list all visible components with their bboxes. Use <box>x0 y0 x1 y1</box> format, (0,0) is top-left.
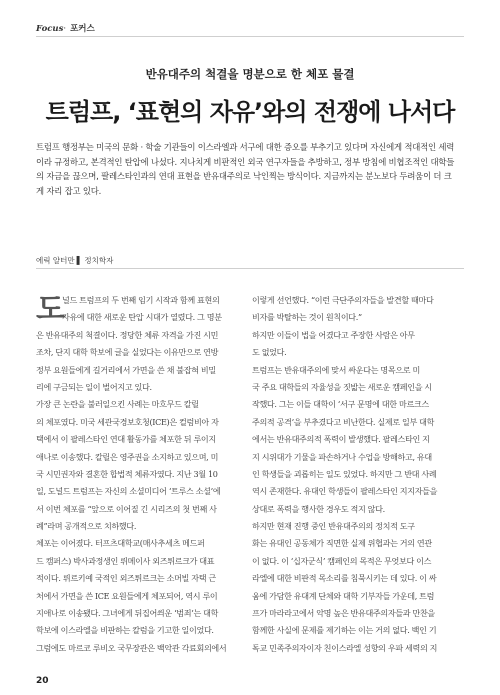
author-divider <box>36 268 464 269</box>
body-line: 조차, 단지 대학 학보에 글을 실었다는 이유만으로 연방 <box>36 347 219 358</box>
body-line: 은 반유대주의 척결이다. 정당한 체류 자격을 가진 시민 <box>36 329 219 340</box>
body-line: 이렇게 선언했다. “이런 극단주의자들을 발견할 때마다 <box>252 295 434 305</box>
body-line: 정부 요원들에게 길거리에서 가면을 쓴 채 불잡혀 비밀 <box>36 364 216 375</box>
body-line: 라엘에 대한 비판적 목소리를 침묵시키는 데 있다. 이 싸 <box>252 573 437 584</box>
article-lead <box>36 140 464 198</box>
section-label-ko: 포커스 <box>70 24 95 34</box>
page-number: 20 <box>36 676 49 686</box>
body-line: 일, 도널드 트럼프는 자신의 소셜미디어 ‘트루스 소셜’에 <box>36 486 221 497</box>
body-line: 자유에 대한 새로운 탄압 시대가 열렸다. 그 명분 <box>62 312 222 323</box>
section-header <box>36 22 95 34</box>
author-separator: ▌ <box>76 256 83 265</box>
lead-line: 이라 규정하고, 본격적인 탄압에 나섰다. 지나치게 비판적인 외국 연구자들을 추방하고, 정부 방침에 비협조적인 대학들 <box>36 156 455 167</box>
body-line: 널드 트럼프의 두 번째 임기 시작과 함께 표현의 <box>62 295 220 305</box>
body-line: 프가 마라라고에서 악명 높은 반유대주의자들과 만찬을 <box>252 608 435 619</box>
body-line: 학보에 이스라엘을 비판하는 칼럼을 기고한 일이었다. <box>36 625 214 636</box>
header-divider <box>36 36 464 37</box>
body-line: 상대로 폭력을 행사한 경우도 적지 않다. <box>252 503 385 514</box>
body-line: 드 캠퍼스) 박사과정생인 뤼메이사 외즈튀르크가 대표 <box>36 555 215 566</box>
author-name: 에릭 알터만 <box>36 256 75 265</box>
body-column-left <box>36 292 236 657</box>
body-line: 독교 민족주의자이자 친이스라엘 성향의 우파 세력의 지 <box>252 642 438 653</box>
author-byline <box>36 255 113 266</box>
body-line: 주의적 공격’을 부추겼다고 비난한다. 실제로 일부 대학 <box>252 416 435 427</box>
body-line: 지 시위대가 기물을 파손하거나 수업을 방해하고, 유대 <box>252 451 432 462</box>
body-line: 국 시민권자와 결혼한 합법적 체류자였다. 지난 3월 10 <box>36 468 218 479</box>
section-label-en: Focus <box>36 24 64 34</box>
body-line: 례”라며 공개적으로 치하했다. <box>36 521 137 532</box>
body-line: 처에서 가면을 쓴 ICE 요원들에게 체포되어, 역시 루이 <box>36 590 218 601</box>
body-line: 적이다. 뤼르키예 국적인 외즈튀르크는 소머빌 자택 근 <box>36 573 216 584</box>
body-line: 에서는 반유대주의적 폭력이 발생했다. 팔레스타인 지 <box>252 434 430 445</box>
body-line: 도 없었다. <box>252 347 287 358</box>
body-line: 리에 구금되는 일이 벌어지고 있다. <box>36 381 152 392</box>
author-role: 정치학자 <box>84 256 114 265</box>
body-line: 가장 큰 논란을 불러일으킨 사례는 마흐무드 칼릴 <box>36 399 199 410</box>
body-line: 택에서 이 팔레스타인 연대 활동가를 체포한 뒤 루이지 <box>36 434 216 445</box>
article-title: 트럼프, ‘표현의 자유’와의 전쟁에 나서다 <box>45 98 455 126</box>
body-column-right <box>252 292 452 657</box>
body-line: 비자를 박탈하는 것이 원칙이다.” <box>252 312 362 323</box>
drop-cap: 도 <box>36 292 65 327</box>
body-line: 국 주요 대학들의 자율성을 짓밟는 새로운 캠페인을 시 <box>252 381 432 392</box>
body-line: 작했다. 그는 이들 대학이 ‘서구 문명에 대한 마르크스 <box>252 399 429 410</box>
body-line: 인 학생들을 괴롭히는 일도 있었다. 하지만 그 반대 사례 <box>252 468 437 479</box>
body-line: 서 이번 체포를 “앞으로 이어질 긴 시리즈의 첫 번째 사 <box>36 503 217 514</box>
section-separator: · <box>63 24 67 34</box>
body-line: 지애나로 이송됐다. 그녀에게 뒤집어씌운 ‘범죄’는 대학 <box>36 608 219 619</box>
body-line: 의 체포였다. 미국 세관국경보호청(ICE)은 컬럼비아 자 <box>36 416 219 427</box>
body-line: 움에 가담한 유대계 단체와 대학 기부자들 가운데, 트럼 <box>252 590 435 601</box>
body-line: 함께한 사실에 문제를 제기하는 이는 거의 없다. 백인 기 <box>252 625 437 636</box>
body-line: 트럼프는 반유대주의에 맞서 싸운다는 명목으로 미 <box>252 364 420 375</box>
body-line: 애나로 이송했다. 칼릴은 영주권을 소지하고 있으며, 미 <box>36 451 219 462</box>
body-line: 화는 유대인 공동체가 직면한 실제 위협과는 거의 연관 <box>252 538 432 549</box>
lead-line: 트럼프 행정부는 미국의 문화 · 학술 기관들이 이스라엘과 서구에 대한 증오를 부추기고 있다며 자신에게 적대적인 세력 <box>36 142 455 152</box>
body-line: 하지만 현재 진행 중인 반유대주의의 정치적 도구 <box>252 521 415 532</box>
body-line: 그럼에도 마르코 루비오 국무장관은 백악관 각료회의에서 <box>36 642 227 653</box>
body-line: 체포는 이어졌다. 터프츠대학교(매사추세츠 메드퍼 <box>36 538 205 549</box>
article-subtitle: 반유대주의 척결을 명분으로 한 체포 물결 <box>145 67 355 81</box>
body-line: 역시 존재한다. 유대인 학생들이 팔레스타인 지지자들을 <box>252 486 438 497</box>
lead-line: 의 자금을 끊으며, 팔레스타인과의 연대 표현을 반유대주의로 낙인찍는 방식이다. 지금까지는 분노보다 두려움이 더 크 <box>36 171 452 181</box>
lead-line: 게 자리 잡고 있다. <box>36 185 102 196</box>
body-line: 하지만 이들이 법을 어겼다고 주장한 사람은 아무 <box>252 329 415 340</box>
body-line: 이 없다. 이 ‘십자군식’ 캠페인의 목적은 무엇보다 이스 <box>252 555 432 566</box>
